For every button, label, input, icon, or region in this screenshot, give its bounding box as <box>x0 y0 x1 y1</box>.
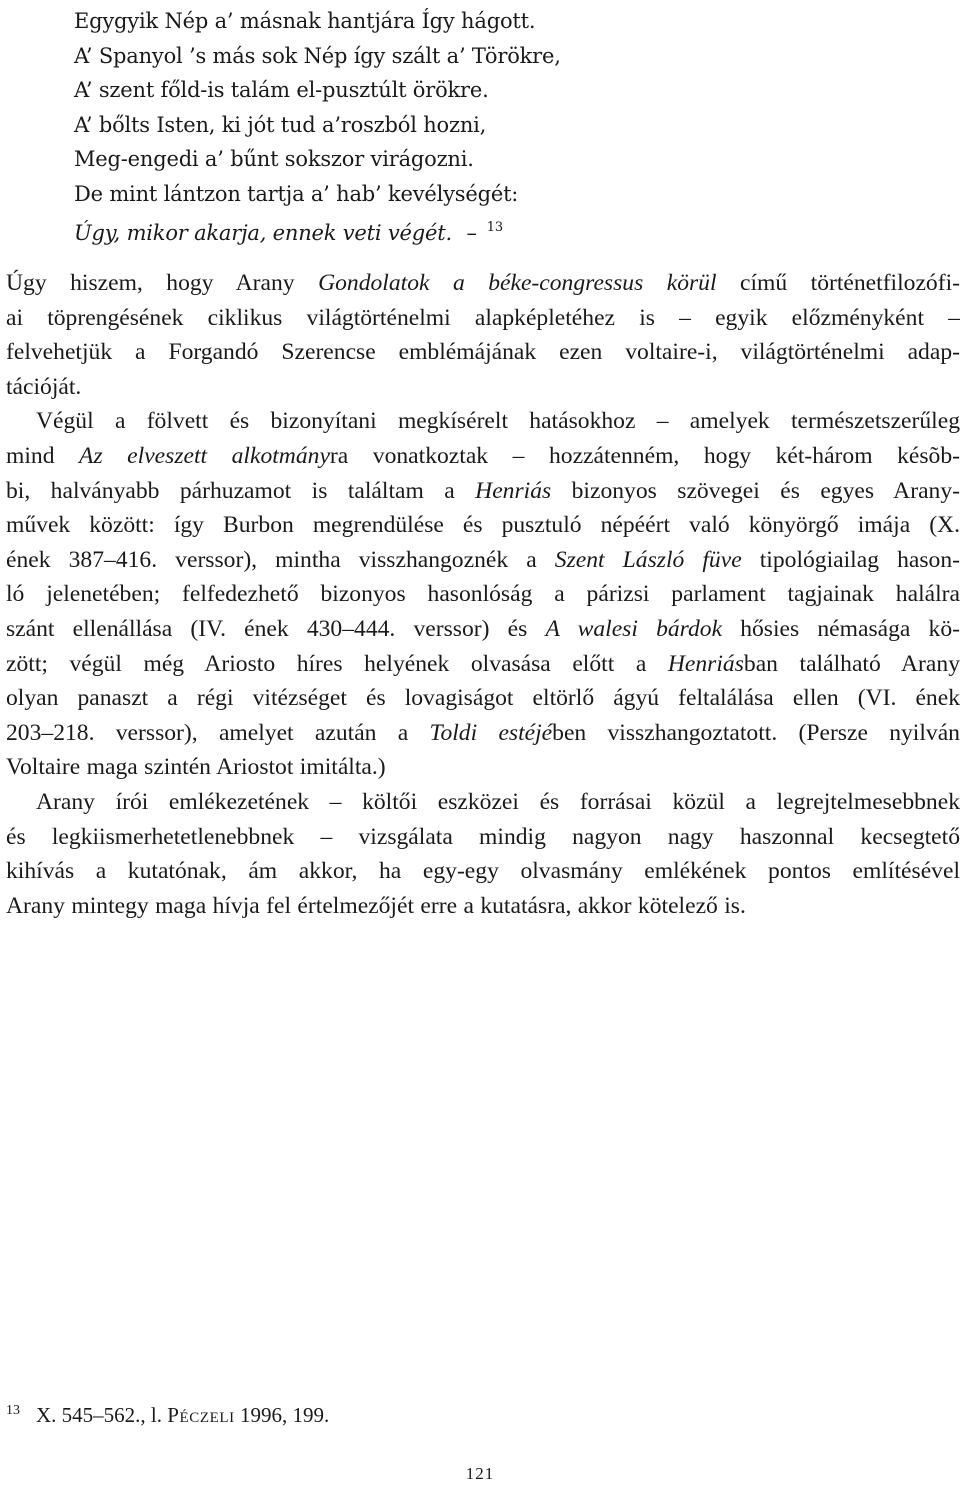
text-run: zött; végül még Ariosto híres helyének olvasása előtt a <box>6 650 668 677</box>
paragraph-2-line: ló jelenetében; felfedezhető bizonyos hasonlóság a párizsi parlament tagjainak halálra <box>6 581 960 608</box>
verse-line-last <box>74 211 874 251</box>
italic-title: Az elveszett alkotmány <box>79 442 330 469</box>
text-run: című történetfilozófi- <box>716 270 960 296</box>
paragraph-2-line <box>6 716 960 751</box>
text-run: mind <box>6 442 80 469</box>
paragraph-1-line: felvehetjük a Forgandó Szerencse emblémájának ezen voltaire-i, világtörténelmi adap- <box>6 339 960 366</box>
paragraph-3-line: és legkiismerhetetlenebbnek – vizsgálata mindig nagyon nagy haszonnal kecsegtető <box>6 823 960 850</box>
paragraph-3-line: Arany írói emlékezetének – költői eszközei és forrásai közül a legrejtelmesebbnek <box>36 788 960 815</box>
text-run: bi, halványabb párhuzamot is találtam a <box>6 477 476 504</box>
text-run: hősies némasága kö- <box>722 615 960 642</box>
italic-title: Henriás <box>475 477 552 504</box>
footnote-text: X. 545–562., l. <box>36 1403 168 1427</box>
italic-title: Gondolatok a béke-congressus körül <box>318 270 717 296</box>
italic-title: Henriás <box>667 650 744 677</box>
paragraph-3-line: Arany mintegy maga hívja fel értelmezőjét erre a kutatásra, akkor kötelező is. <box>6 892 746 919</box>
paragraph-1-line <box>6 266 960 301</box>
text-run: ének 387–416. verssor), mintha visszhangoznék a <box>6 546 555 573</box>
text-run: ra vonatkoztak – hozzátenném, hogy két-három késõb- <box>329 442 960 469</box>
footnote-text: 1996, 199. <box>234 1403 330 1427</box>
body-text <box>6 266 960 923</box>
italic-title: Szent László füve <box>554 546 742 573</box>
verse-last-text: Úgy, mikor akarja, ennek veti végét. <box>74 221 452 245</box>
text-run: 203–218. verssor), amelyet azután a <box>6 719 430 746</box>
footnote <box>6 1396 906 1430</box>
paragraph-2-line: Végül a fölvett és bizonyítani megkísérelt hatásokhoz – amelyek természetszerűleg <box>36 408 960 435</box>
paragraph-1-line: tációját. <box>6 373 82 400</box>
text-run: bizonyos szövegei és egyes Arany- <box>551 477 960 504</box>
paragraph-2-line <box>6 647 960 682</box>
footnote-author: Péczeli <box>167 1403 235 1427</box>
page-number: 121 <box>465 1464 495 1483</box>
verse-line: A’ szent főld-is talám el-pusztúlt örökre. <box>74 78 489 102</box>
paragraph-2-line <box>6 543 960 578</box>
verse-line: A’ Spanyol ’s más sok Nép így szált a’ Törökre, <box>74 43 561 68</box>
verse-quotation <box>74 4 874 251</box>
paragraph-2-line: olyan panaszt a régi vitézséget és lovagiságot eltörlő ágyú feltalálása ellen (VI. ének <box>6 685 960 712</box>
paragraph-2-line: Voltaire maga szintén Ariostot imitálta.) <box>6 754 386 781</box>
text-run: ben visszhangoztatott. (Persze nyilván <box>552 719 960 746</box>
text-run: szánt ellenállása (IV. ének 430–444. verssor) és <box>6 615 546 642</box>
text-run: Úgy hiszem, hogy Arany <box>6 270 319 296</box>
paragraph-2-line <box>6 439 960 474</box>
text-run: ban található Arany <box>743 650 960 677</box>
verse-line: Egygyik Nép a’ másnak hantjára Így hágott. <box>74 9 536 33</box>
text-run: tipológiailag hason- <box>741 546 960 573</box>
verse-dash: – <box>466 221 477 245</box>
italic-title: Toldi estéjé <box>429 719 553 746</box>
footnote-number: 13 <box>6 1403 20 1418</box>
paragraph-1-line: ai töprengésének ciklikus világtörténelmi alapképletéhez is – egyik előzményként – <box>6 304 960 331</box>
verse-line: A’ bőlts Isten, ki jót tud a’roszból hozni, <box>74 112 487 137</box>
verse-line: De mint lántzon tartja a’ hab’ kevélységét: <box>74 181 519 206</box>
paragraph-2-line: művek között: így Burbon megrendülése és pusztuló népéért való könyörgő imája (X. <box>6 512 960 539</box>
paragraph-2-line <box>6 612 960 647</box>
paragraph-2-line <box>6 474 960 509</box>
paragraph-3-line: kihívás a kutatónak, ám akkor, ha egy-egy olvasmány emlékének pontos említésével <box>6 858 960 885</box>
verse-line: Meg-engedi a’ bűnt sokszor virágozni. <box>74 147 474 171</box>
footnote-reference[interactable]: 13 <box>486 220 503 235</box>
italic-title: A walesi bárdok <box>545 615 723 642</box>
